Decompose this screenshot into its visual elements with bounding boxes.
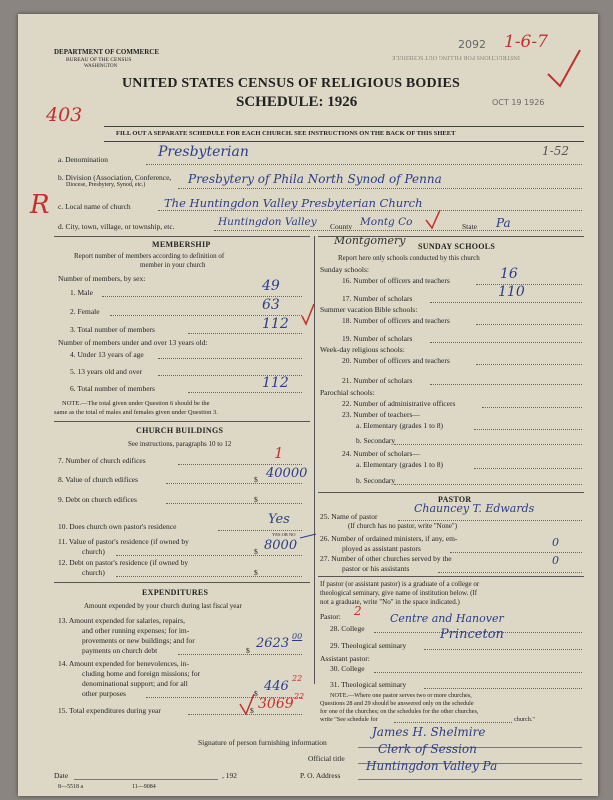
pastor-name-value: Chauncey T. Edwards: [414, 502, 535, 515]
total-members-2-label: 6. Total number of members: [70, 384, 155, 393]
benevolence-amount: 446: [264, 679, 289, 694]
education-note-2: theological seminary, give name of institution below. (If: [320, 589, 478, 597]
education-note-3: not a graduate, write "No" in the space indicated.): [320, 598, 460, 606]
teachers-elementary-label: a. Elementary (grades 1 to 8): [356, 421, 444, 430]
department-label: DEPARTMENT OF COMMERCE: [54, 48, 160, 56]
official-title-label: Official title: [308, 754, 345, 763]
scholars-secondary-label: b. Secondary: [356, 476, 396, 485]
expenditures-intro: Amount expended by your church during last fiscal year: [84, 602, 242, 610]
college-value: Centre and Hanover: [390, 612, 504, 625]
parochial-scholars-label: 24. Number of scholars—: [342, 449, 420, 458]
handwritten-date: 1-6-7: [504, 32, 548, 52]
sunday-teachers-value: 16: [500, 266, 518, 282]
other-churches-label: 27. Number of other churches served by the: [320, 554, 452, 563]
pastor-sublabel: Pastor:: [320, 612, 341, 621]
other-churches-label-2: pastor or his assistants: [342, 564, 410, 573]
residence-value-label-2: church): [82, 547, 105, 556]
running-expense-cents: 00: [292, 632, 303, 641]
membership-note-2: same as the total of males and females given under Question 3.: [54, 409, 218, 416]
edifice-debt-dollar: $: [254, 495, 258, 504]
other-churches-value: 0: [552, 554, 559, 567]
red-checkmark-icon: [548, 50, 580, 86]
instruction-banner: FILL OUT A SEPARATE SCHEDULE FOR EACH CHURCH. SEE INSTRUCTIONS ON THE BACK OF THIS SHEET: [116, 130, 456, 137]
edifice-value-dollar: $: [254, 475, 258, 484]
buildings-heading: CHURCH BUILDINGS: [136, 426, 224, 435]
parochial-schools-label: Parochial schools:: [320, 388, 375, 397]
female-label: 2. Female: [70, 307, 100, 316]
owns-residence-value: Yes: [268, 512, 290, 527]
total-expense-cents: 22: [294, 692, 305, 701]
red-file-number: 403: [46, 104, 83, 126]
form-number-stamp: 2092: [458, 38, 486, 51]
denomination-label: a. Denomination: [58, 155, 108, 164]
assistant-count-value: 0: [552, 536, 559, 549]
corner-mark: 1-52: [542, 144, 569, 158]
sunday-scholars-label: 17. Number of scholars: [342, 294, 413, 303]
total-members-2-value: 112: [262, 375, 289, 391]
residence-value-amount: 8000: [264, 538, 298, 553]
benevolence-label-4: other purposes: [82, 689, 126, 698]
assistant-count-label-2: ployed as assistant pastors: [342, 544, 421, 553]
male-value: 49: [262, 278, 280, 294]
summer-schools-label: Summer vacation Bible schools:: [320, 305, 418, 314]
membership-intro: Report number of members according to definition of: [74, 252, 225, 260]
residence-debt-label: 12. Debt on pastor's residence (if owned by: [58, 558, 189, 567]
assistant-seminary-label: 31. Theological seminary: [330, 680, 407, 689]
schedule-title: SCHEDULE: 1926: [236, 94, 358, 110]
edifice-value-label: 8. Value of church edifices: [58, 475, 139, 484]
residence-debt-dollar: $: [254, 568, 258, 577]
under-13-label: 4. Under 13 years of age: [70, 350, 144, 359]
city-label: WASHINGTON: [84, 64, 118, 69]
residence-value-label: 11. Value of pastor's residence (if owned by: [58, 537, 189, 546]
census-schedule-sheet: DEPARTMENT OF COMMERCE BUREAU OF THE CENSUS WASHINGTON 2092 1-6-7 INSTRUCTIONS FOR FILLING OUT SCHEDULE UNITED STATES CENSUS OF RELIGIOUS BODIES SCHEDULE: 1926 OCT 19 1926 403 FILL OUT A SEPARATE SCHEDULE FOR EACH CHURCH. SEE INSTRUCTIONS ON THE BACK OF THIS SHEET 1-52 R a. Denomination Presbyterian b. Division (Association, Conference, Diocese, Presbytery, Synod, etc.) Presbytery of Phila North Synod of Penna c. Local name of church The Huntingdon Valley Presbyterian Church d. City, town, village, or township, etc. Huntingdon Valley County Montg Co State Pa Montgomery MEMBERSHIP Report number of members according to definition of member in your church Number of members, by sex: 1. Male 49 2. Female 63 3. Total number of members 112 Number of members under and over 13 years old: 4. Under 13 years of age 5. 13 years old and over 6. Total number of members 112 NOTE.—The total given under Question 6 should be the same as the total of males and females given under Question 3. CHURCH BUILDINGS See instructions, paragraphs 10 to 12 7. Number of church edifices 1 8. Value of church edifices $ 40000 9. Debt on church edifices $ 10. Does church own pastor's residence Yes YES OR NO 11. Value of pastor's residence (if owned by church) $ 8000 12. Debt on pastor's residence (if owned by church) $ EXPENDITURES Amount expended by your church during last fiscal year 13. Amount expended for salaries, repairs, and other running expenses; for im- provements or new buildings; and for payments on church debt $ 2623 00 14. Amount expended for benevolences, in- cluding home and foreign missions; for denominational support; and for all other purposes $ 446 22 15. Total expenditures during year $ 3069 22 SUNDAY SCHOOLS Report here only schools conducted by this church Sunday schools: 16. Number of officers and teachers 16 17. Number of scholars 110 Summer vacation Bible schools: 18. Number of officers and teachers 19. Number of scholars Week-day religious schools: 20. Number of officers and teachers 21. Number of scholars Parochial schools: 22. Number of administrative officers 23. Number of teachers— a. Elementary (grades 1 to 8) b. Secondary 24. Number of scholars— a. Elementary (grades 1 to 8) b. Secondary PASTOR 25. Name of pastor Chauncey T. Edwards (If church has no pastor, write "None") 26. Number of ordained ministers, if any, em- ployed as assistant pastors 0 27. Number of other churches served by the pastor or his assistants 0 If pastor (or assistant pastor) is a graduate of a college or theological seminary, give name of institution below. (If not a graduate, write "No" in the space indicated.) Pastor: 2 28. College Centre and Hanover 29. Theological seminary Princeton Assistant pastor: 30. College 31. Theological seminary NOTE.—Where one pastor serves two or more churches, Questions 28 and 29 should be answered only on the schedule for one of the churches; on the schedules for the other churches, write "See schedule for church." Signature of person furnishing information James H. Shelmire Official title Clerk of Session Date , 192 P. O. Address Huntingdon Valley Pa 8—5518 a 11—9084: [18, 14, 598, 796]
pastor-heading: PASTOR: [438, 495, 472, 504]
pen-marks: [18, 14, 598, 796]
form-id: 8—5518 a: [58, 784, 84, 790]
church-name-value: The Huntingdon Valley Presbyterian Church: [164, 196, 423, 210]
benevolence-label: 14. Amount expended for benevolences, in-: [58, 659, 190, 668]
weekday-schools-label: Week-day religious schools:: [320, 345, 405, 354]
address-value: Huntingdon Valley Pa: [366, 759, 498, 773]
schools-heading: SUNDAY SCHOOLS: [418, 242, 496, 251]
sunday-scholars-value: 110: [498, 284, 525, 300]
pastor-mark: 2: [354, 604, 362, 618]
red-tick-icon: [426, 210, 440, 228]
summer-scholars-label: 19. Number of scholars: [342, 334, 413, 343]
pastor-note-2: Questions 28 and 29 should be answered only on the schedule: [320, 700, 474, 707]
benevolence-label-2: cluding home and foreign missions; for: [82, 669, 201, 678]
scholars-elementary-label: a. Elementary (grades 1 to 8): [356, 460, 444, 469]
college-label: 28. College: [330, 624, 365, 633]
over-13-label: 5. 13 years old and over: [70, 367, 143, 376]
benevolence-cents: 22: [292, 674, 303, 683]
red-tick-2-icon: [302, 304, 314, 324]
owns-residence-label: 10. Does church own pastor's residence: [58, 522, 177, 531]
bureau-label: BUREAU OF THE CENSUS: [66, 57, 132, 63]
running-expense-label-4: payments on church debt: [82, 646, 158, 655]
buildings-intro: See instructions, paragraphs 10 to 12: [128, 440, 232, 448]
signature-label: Signature of person furnishing information: [198, 738, 327, 747]
weekday-scholars-label: 21. Number of scholars: [342, 376, 413, 385]
church-name-label: c. Local name of church: [58, 202, 131, 211]
pastor-note: NOTE.—Where one pastor serves two or more churches,: [330, 692, 472, 699]
strike-mark: [300, 534, 316, 538]
pastor-note-4b: church.": [514, 716, 535, 723]
city-label-row: d. City, town, village, or township, etc.: [58, 222, 175, 231]
state-label: State: [462, 222, 477, 231]
running-expense-label-3: provements or new buildings; and for: [82, 636, 195, 645]
education-note: If pastor (or assistant pastor) is a graduate of a college or: [320, 580, 480, 588]
red-tick-3-icon: [240, 694, 254, 714]
residence-value-dollar: $: [254, 547, 258, 556]
weekday-teachers-label: 20. Number of officers and teachers: [342, 356, 450, 365]
signature-value: James H. Shelmire: [372, 725, 486, 739]
received-stamp: OCT 19 1926: [492, 98, 545, 107]
teachers-secondary-label: b. Secondary: [356, 436, 396, 445]
city-value: Huntingdon Valley: [218, 216, 317, 228]
seminary-label: 29. Theological seminary: [330, 641, 407, 650]
running-expense-label: 13. Amount expended for salaries, repairs,: [58, 616, 186, 625]
running-expense-amount: 2623: [256, 636, 290, 651]
division-value: Presbytery of Phila North Synod of Penna: [188, 172, 442, 186]
instructions-bleed: INSTRUCTIONS FOR FILLING OUT SCHEDULE: [392, 54, 520, 60]
parochial-teachers-label: 23. Number of teachers—: [342, 410, 420, 419]
denomination-value: Presbyterian: [158, 144, 249, 160]
county-label: County: [330, 222, 353, 231]
edifices-count-label: 7. Number of church edifices: [58, 456, 146, 465]
yes-no-hint: YES OR NO: [272, 532, 296, 537]
assistant-pastor-label: Assistant pastor:: [320, 654, 370, 663]
sunday-teachers-label: 16. Number of officers and teachers: [342, 276, 450, 285]
official-title-value: Clerk of Session: [378, 742, 477, 756]
division-label-2: Diocese, Presbytery, Synod, etc.): [66, 182, 146, 188]
running-expense-label-2: and other running expenses; for im-: [82, 626, 190, 635]
total-expense-label: 15. Total expenditures during year: [58, 706, 161, 715]
male-label: 1. Male: [70, 288, 93, 297]
female-value: 63: [262, 297, 280, 313]
pastor-note-3: for one of the churches; on the schedules for the other churches,: [320, 708, 479, 715]
margin-red-mark: R: [30, 190, 50, 220]
parochial-officers-label: 22. Number of administrative officers: [342, 399, 456, 408]
state-value: Pa: [496, 216, 511, 230]
division-label: b. Division (Association, Conference,: [58, 173, 172, 182]
summer-teachers-label: 18. Number of officers and teachers: [342, 316, 450, 325]
address-label: P. O. Address: [300, 771, 341, 780]
edifice-debt-label: 9. Debt on church edifices: [58, 495, 137, 504]
benevolence-label-3: denominational support; and for all: [82, 679, 188, 688]
county-extra: Montgomery: [334, 234, 406, 247]
edifice-value-amount: 40000: [266, 466, 308, 481]
membership-heading: MEMBERSHIP: [152, 240, 211, 249]
expenditures-heading: EXPENDITURES: [142, 588, 209, 597]
year-label: , 192: [222, 771, 237, 780]
membership-note: NOTE.—The total given under Question 6 should be the: [62, 400, 210, 407]
schools-intro: Report here only schools conducted by this church: [338, 254, 480, 262]
membership-intro-2: member in your church: [140, 261, 206, 269]
residence-debt-label-2: church): [82, 568, 105, 577]
total-members-value: 112: [262, 316, 289, 332]
sunday-schools-label: Sunday schools:: [320, 265, 369, 274]
age-breakdown-label: Number of members under and over 13 years old:: [58, 338, 208, 347]
print-code: 11—9084: [132, 784, 156, 790]
total-members-label: 3. Total number of members: [70, 325, 155, 334]
pastor-note-4: write "See schedule for: [320, 716, 378, 723]
total-expense-amount: 3069: [258, 696, 294, 712]
pastor-name-hint: (If church has no pastor, write "None"): [348, 522, 458, 530]
form-title: UNITED STATES CENSUS OF RELIGIOUS BODIES: [122, 76, 461, 91]
date-label: Date: [54, 771, 69, 780]
edifices-count-value: 1: [274, 444, 284, 462]
county-value: Montg Co: [360, 216, 413, 228]
assistant-college-label: 30. College: [330, 664, 365, 673]
by-sex-label: Number of members, by sex:: [58, 274, 146, 283]
assistant-count-label: 26. Number of ordained ministers, if any, em-: [320, 534, 458, 543]
seminary-value: Princeton: [440, 627, 504, 642]
pastor-name-label: 25. Name of pastor: [320, 512, 378, 521]
